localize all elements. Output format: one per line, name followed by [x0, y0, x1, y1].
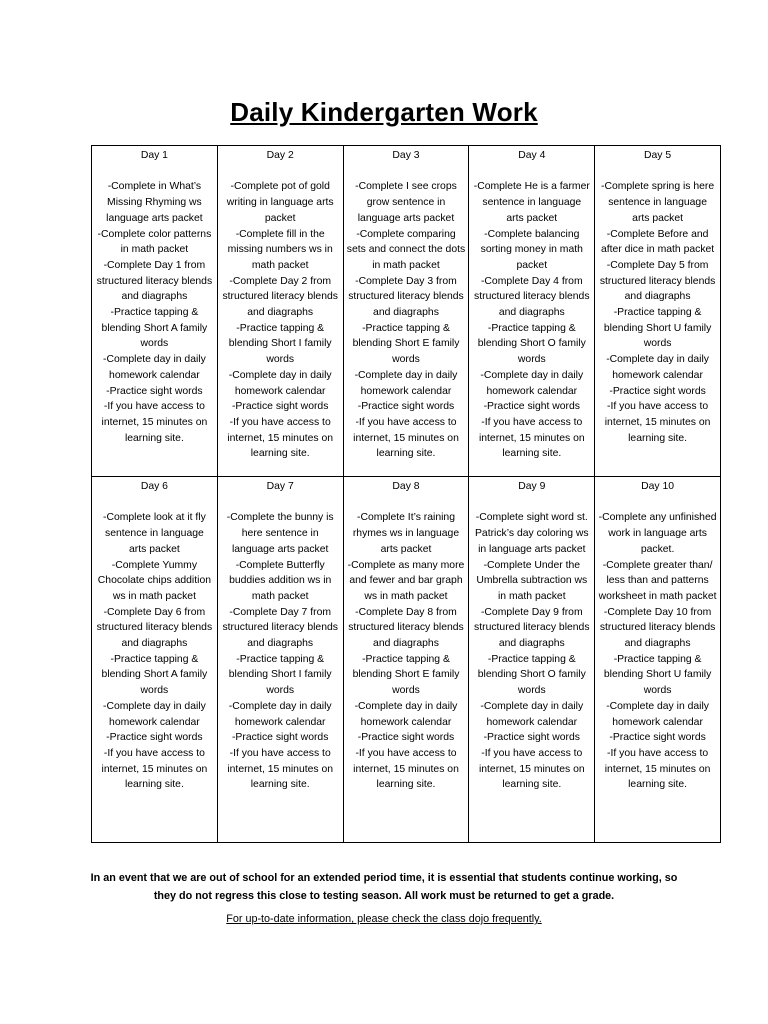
day-cell: [343, 146, 469, 477]
day-label: Day 8: [392, 481, 420, 492]
task-item: -Complete any unfinished work in language arts packet.: [598, 512, 717, 555]
task-item: -Complete Yummy Chocolate chips addition ws in math packet: [97, 559, 211, 602]
task-item: -Complete balancing sorting money in math packet: [480, 228, 583, 271]
task-item: -If you have access to internet, 15 minutes on learning site.: [101, 401, 208, 444]
task-item: -Complete day in daily homework calendar: [480, 369, 584, 397]
task-item: -Complete sight word st. Patrick’s day coloring ws in language arts packet: [475, 512, 589, 555]
task-item: -Complete day in daily homework calendar: [354, 369, 458, 397]
day-label: Day 3: [392, 150, 420, 161]
task-item: -Complete day in daily homework calendar: [606, 700, 709, 728]
task-item: -Complete Butterfly buddies addition ws in math packet: [229, 559, 332, 602]
task-item: -Complete Day 1 from structured literacy blends and diagraphs: [96, 259, 213, 303]
day-cell: [217, 477, 343, 843]
task-item: -Practice sight words: [357, 401, 455, 413]
task-item: -If you have access to internet, 15 minutes on learning site.: [227, 747, 334, 791]
class-dojo-note: For up-to-date information, please check the class dojo frequently.: [226, 913, 542, 925]
task-item: -Complete Day 3 from structured literacy blends and diagraphs: [348, 275, 464, 319]
task-item: -If you have access to internet, 15 minutes on learning site.: [478, 747, 585, 791]
task-item: -Complete Day 7 from structured literacy blends and diagraphs: [222, 606, 338, 650]
task-item: -Practice tapping & blending Short U family words: [603, 653, 712, 697]
task-item: -Complete Day 8 from structured literacy blends and diagraphs: [348, 606, 464, 650]
task-item: -Practice sight words: [106, 732, 203, 744]
task-item: -Practice sight words: [106, 385, 203, 397]
task-item: -Complete day in daily homework calendar: [606, 354, 709, 381]
task-item: -Practice sight words: [231, 401, 329, 413]
task-item: -Practice tapping & blending Short O family words: [477, 653, 586, 697]
task-item: -Complete day in daily homework calendar: [102, 354, 206, 381]
day-cell: [217, 146, 343, 477]
task-item: -Complete greater than/ less than and patterns worksheet in math packet: [598, 559, 717, 602]
task-item: -Complete Day 5 from structured literacy blends and diagraphs: [599, 259, 716, 303]
day-cell: [595, 477, 721, 843]
task-item: -Practice tapping & blending Short E family words: [352, 322, 460, 366]
task-item: -Complete day in daily homework calendar: [228, 369, 332, 397]
task-item: -Complete Before and after dice in math packet: [600, 228, 715, 256]
task-item: -If you have access to internet, 15 minutes on learning site.: [353, 747, 459, 791]
day-label: Day 9: [518, 481, 546, 492]
task-item: -Complete Day 6 from structured literacy blends and diagraphs: [96, 606, 213, 650]
day-label: Day 5: [644, 150, 672, 161]
day-cell: [469, 146, 595, 477]
task-item: -Practice sight words: [357, 732, 455, 744]
task-item: -Practice sight words: [231, 732, 329, 744]
task-item: -Complete Under the Umbrella subtraction ws in math packet: [476, 559, 588, 602]
task-item: -If you have access to internet, 15 minutes on learning site.: [604, 401, 711, 444]
task-item: -Practice sight words: [609, 732, 706, 744]
task-item: -Complete day in daily homework calendar: [354, 700, 458, 728]
day-label: Day 7: [266, 481, 294, 492]
task-item: -Practice tapping & blending Short E family words: [352, 653, 460, 697]
task-item: -Complete I see crops grow sentence in language arts packet: [355, 181, 457, 224]
task-item: -Complete comparing sets and connect the dots in math packet: [346, 228, 466, 271]
task-item: -Complete It’s raining rhymes ws in language arts packet: [352, 512, 460, 555]
task-item: -Complete day in daily homework calendar: [102, 700, 206, 728]
day-cell: [92, 477, 218, 843]
task-item: -If you have access to internet, 15 minutes on learning site.: [353, 416, 459, 460]
out-of-school-notice: In an event that we are out of school for an extended period time, it is essential that students continue working, so they do not regress this close to testing season. All work must be returned to get a grade.: [90, 872, 678, 902]
task-item: -Complete He is a farmer sentence in language arts packet: [473, 181, 590, 224]
daily-work-table: [91, 145, 721, 843]
task-item: -Practice tapping & blending Short A family words: [101, 307, 208, 350]
week-2-row: [92, 477, 721, 843]
task-item: -Practice sight words: [483, 401, 580, 413]
task-item: -Practice sight words: [483, 732, 580, 744]
task-item: -Complete fill in the missing numbers ws in math packet: [227, 228, 333, 271]
task-item: -Complete in What’s Missing Rhyming ws language arts packet: [106, 181, 203, 224]
task-item: -Complete day in daily homework calendar: [480, 700, 584, 728]
day-cell: [92, 146, 218, 477]
task-item: -Complete as many more and fewer and bar graph ws in math packet: [347, 559, 465, 602]
task-item: -Practice tapping & blending Short I family words: [228, 653, 332, 697]
task-item: -Complete Day 10 from structured literacy blends and diagraphs: [599, 606, 716, 650]
task-item: -If you have access to internet, 15 minutes on learning site.: [101, 747, 208, 791]
day-label: Day 1: [140, 150, 168, 161]
task-item: -If you have access to internet, 15 minutes on learning site.: [604, 747, 711, 791]
task-item: -Practice sight words: [609, 385, 706, 397]
day-cell: [469, 477, 595, 843]
task-item: -Practice tapping & blending Short A family words: [101, 653, 208, 697]
task-item: -Practice tapping & blending Short O family words: [477, 322, 586, 366]
day-label: Day 10: [641, 481, 675, 492]
task-item: -Complete pot of gold writing in language arts packet: [226, 181, 334, 224]
task-item: -If you have access to internet, 15 minutes on learning site.: [227, 416, 334, 460]
day-cell: [343, 477, 469, 843]
task-item: -Practice tapping & blending Short I family words: [228, 322, 332, 366]
day-label: Day 4: [518, 150, 546, 161]
task-item: -Complete day in daily homework calendar: [228, 700, 332, 728]
page-title: Daily Kindergarten Work: [230, 97, 538, 127]
day-cell: [595, 146, 721, 477]
task-item: -Complete Day 2 from structured literacy blends and diagraphs: [222, 275, 338, 319]
task-item: -If you have access to internet, 15 minutes on learning site.: [478, 416, 585, 460]
task-item: -Practice tapping & blending Short U family words: [603, 307, 712, 350]
task-item: -Complete the bunny is here sentence in language arts packet: [226, 512, 334, 555]
day-label: Day 6: [140, 481, 168, 492]
task-item: -Complete color patterns in math packet: [97, 228, 212, 256]
task-item: -Complete Day 9 from structured literacy blends and diagraphs: [474, 606, 590, 650]
task-item: -Complete look at it fly sentence in language arts packet: [103, 512, 206, 555]
task-item: -Complete spring is here sentence in language arts packet: [600, 181, 715, 224]
week-1-row: [92, 146, 721, 477]
day-label: Day 2: [266, 150, 294, 161]
task-item: -Complete Day 4 from structured literacy blends and diagraphs: [474, 275, 590, 319]
